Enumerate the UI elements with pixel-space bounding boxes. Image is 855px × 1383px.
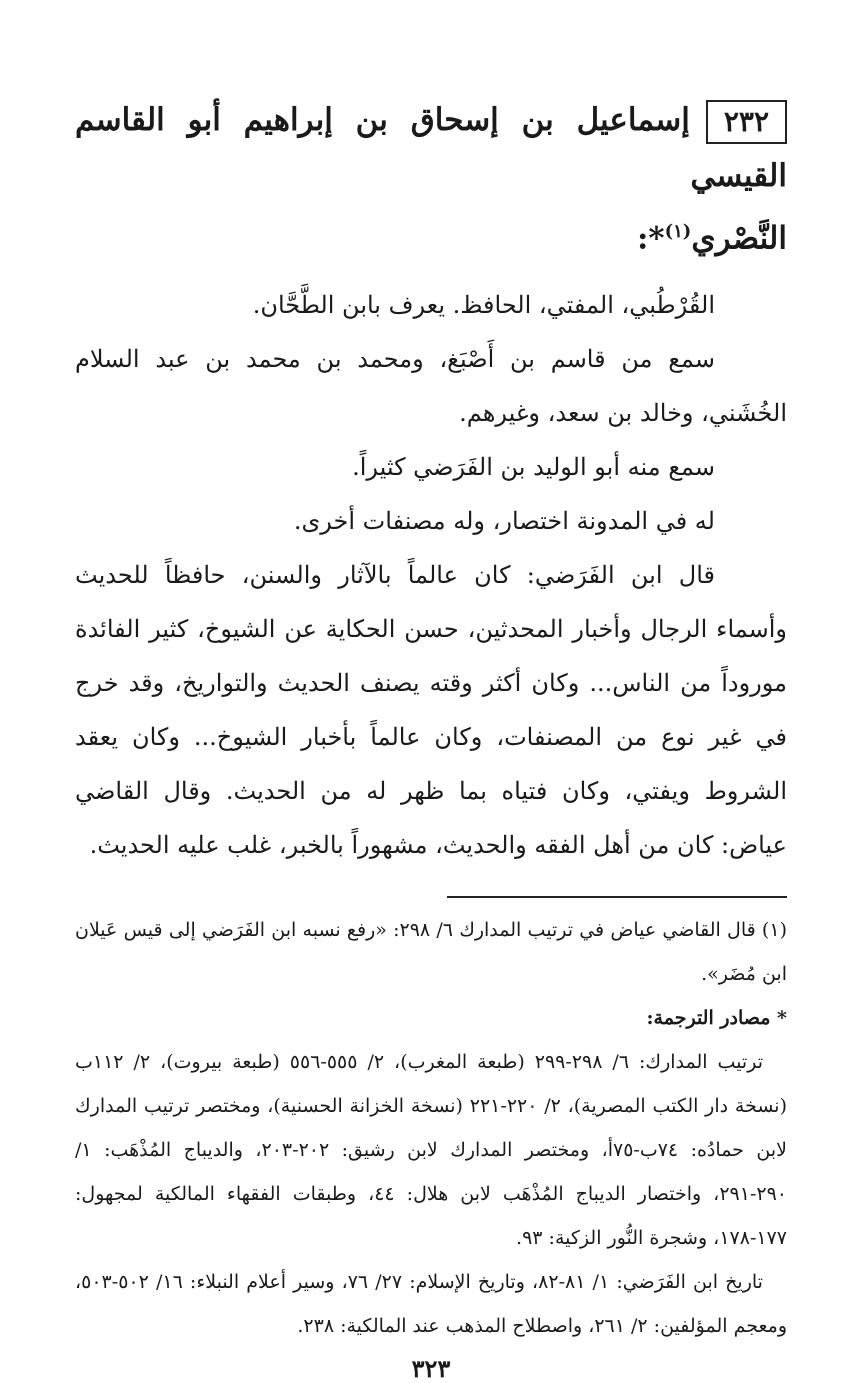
page-number: ٣٢٣	[411, 1354, 451, 1383]
footnote-ref: (١)	[664, 221, 692, 242]
sources-paragraph: ترتيب المدارك: ٦/ ٢٩٨-٢٩٩ (طبعة المغرب)، ٢/ ٥٥٥-٥٥٦ (طبعة بيروت)، ٢/ ١١٢ب (نسخة دار الكتب المصرية)، ٢/ ٢٢٠-٢٢١ (نسخة الخزانة الحسنية)، ومختصر ترتيب المدارك لابن حمادُه: ٧٤ب-٧٥أ، ومختصر المدارك لابن رشيق: ٢٠٢-٢٠٣، والديباج المُذْهَب: ١/ ٢٩٠-٢٩١، واختصار الديباج المُذْهَب لابن هلال: ٤٤، وطبقات الفقهاء المالكية لمجهول: ١٧٧-١٧٨، وشجرة النُّور الزكية: ٩٣.	[75, 1051, 787, 1250]
body-paragraph: له في المدونة اختصار، وله مصنفات أخرى.	[293, 507, 715, 536]
page	[75, 92, 787, 1383]
entry-title-line1: إسماعيل بن إسحاق بن إبراهيم أبو القاسم القيسي	[75, 102, 787, 194]
heading-suffix: *:	[636, 220, 665, 257]
body-paragraph: سمع من قاسم بن أَصْبَغ، ومحمد بن محمد بن عبد السلام الخُشَني، وخالد بن سعد، وغيرهم.	[75, 345, 787, 428]
body-paragraph: القُرْطُبي، المفتي، الحافظ. يعرف بابن الطَّحَّان.	[252, 291, 715, 320]
body-paragraph: سمع منه أبو الوليد بن الفَرَضي كثيراً.	[352, 453, 715, 482]
sources-title: * مصادر الترجمة:	[646, 1007, 787, 1030]
body-paragraph: قال ابن الفَرَضي: كان عالماً بالآثار والسنن، حافظاً للحديث وأسماء الرجال وأخبار المحدثين، حسن الحكاية عن الشيوخ، كثير الفائدة موروداً من الناس... وكان أكثر وقته يصنف الحديث والتواريخ، وقد خرج في غير نوع من المصنفات، وكان عالماً بأخبار الشيوخ... وكان يعقد الشروط ويفتي، وكان فتياه بما ظهر له من الحديث. وقال القاضي عياض: كان من أهل الفقه والحديث، مشهوراً بالخبر، غلب عليه الحديث.	[75, 561, 788, 860]
footnotes	[75, 908, 787, 1348]
sources-paragraph: تاريخ ابن الفَرَضي: ١/ ٨١-٨٢، وتاريخ الإسلام: ٢٧/ ٧٦، وسير أعلام النبلاء: ١٦/ ٥٠٢-٥٠٣، ومعجم المؤلفين: ٢/ ٢٦١، واصطلاح المذهب عند المالكية: ٢٣٨.	[75, 1271, 787, 1338]
entry-body	[75, 278, 787, 872]
entry-number: ٢٣٢	[706, 100, 787, 144]
footnote-divider	[447, 896, 787, 898]
entry-heading	[75, 92, 787, 266]
entry-title-line2: النَّصْري	[691, 220, 787, 257]
footnote-1: (١) قال القاضي عياض في ترتيب المدارك ٦/ ٢٩٨: «رفع نسبه ابن الفَرَضي إلى قيس عَيلان ابن مُضَر».	[75, 919, 787, 986]
